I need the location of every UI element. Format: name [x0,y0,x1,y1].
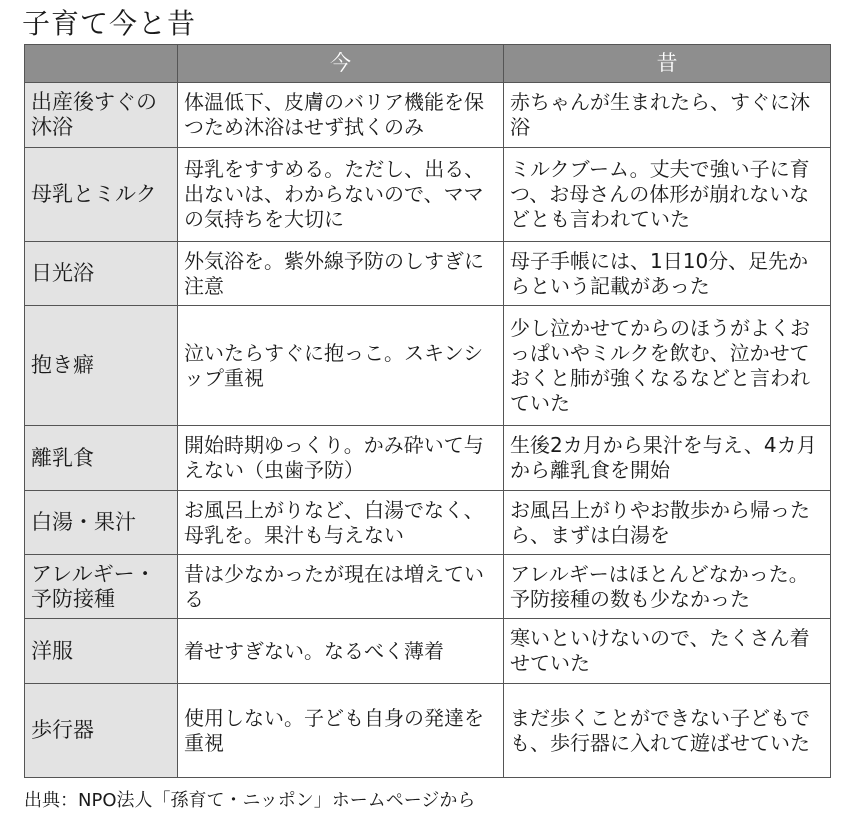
row-now: 母乳をすすめる。ただし、出る、出ないは、わからないので、ママの気持ちを大切に [178,148,504,242]
row-now: 体温低下、皮膚のバリア機能を保つため沐浴はせず拭くのみ [178,83,504,148]
row-past: アレルギーはほとんどなかった。予防接種の数も少なかった [504,555,831,619]
row-topic: 母乳とミルク [25,148,178,242]
comparison-table [24,44,831,778]
row-past: 生後2カ月から果汁を与え、4カ月から離乳食を開始 [504,426,831,491]
row-past: まだ歩くことができない子どもでも、歩行器に入れて遊ばせていた [504,684,831,778]
row-past: 母子手帳には、1日10分、足先からという記載があった [504,242,831,306]
row-now: 使用しない。子ども自身の発達を重視 [178,684,504,778]
table-header-row [25,45,831,83]
row-now: 外気浴を。紫外線予防のしすぎに注意 [178,242,504,306]
row-past: 赤ちゃんが生まれたら、すぐに沐浴 [504,83,831,148]
table-row [25,619,831,684]
row-topic: 白湯・果汁 [25,491,178,555]
row-past: 少し泣かせてからのほうがよくおっぱいやミルクを飲む、泣かせておくと肺が強くなるなどと言われていた [504,306,831,426]
row-past: 寒いといけないので、たくさん着せていた [504,619,831,684]
row-now: お風呂上がりなど、白湯でなく、母乳を。果汁も与えない [178,491,504,555]
table-row [25,306,831,426]
row-topic: 歩行器 [25,684,178,778]
header-now: 今 [178,45,504,83]
row-topic: 日光浴 [25,242,178,306]
table-row [25,491,831,555]
table-row [25,242,831,306]
table-row [25,426,831,491]
row-topic: 洋服 [25,619,178,684]
row-now: 開始時期ゆっくり。かみ砕いて与えない（虫歯予防） [178,426,504,491]
row-now: 泣いたらすぐに抱っこ。スキンシップ重視 [178,306,504,426]
header-past: 昔 [504,45,831,83]
row-past: お風呂上がりやお散歩から帰ったら、まずは白湯を [504,491,831,555]
table-row [25,684,831,778]
row-past: ミルクブーム。丈夫で強い子に育つ、お母さんの体形が崩れないなどとも言われていた [504,148,831,242]
row-topic: 抱き癖 [25,306,178,426]
row-topic: アレルギー・予防接種 [25,555,178,619]
table-row [25,148,831,242]
source-note: 出典：NPO法人「孫育て・ニッポン」ホームページから [24,790,476,811]
page-title: 子育て今と昔 [22,7,197,40]
table-row [25,555,831,619]
row-now: 着せすぎない。なるべく薄着 [178,619,504,684]
table-row [25,83,831,148]
header-topic [25,45,178,83]
row-topic: 出産後すぐの沐浴 [25,83,178,148]
row-topic: 離乳食 [25,426,178,491]
row-now: 昔は少なかったが現在は増えている [178,555,504,619]
